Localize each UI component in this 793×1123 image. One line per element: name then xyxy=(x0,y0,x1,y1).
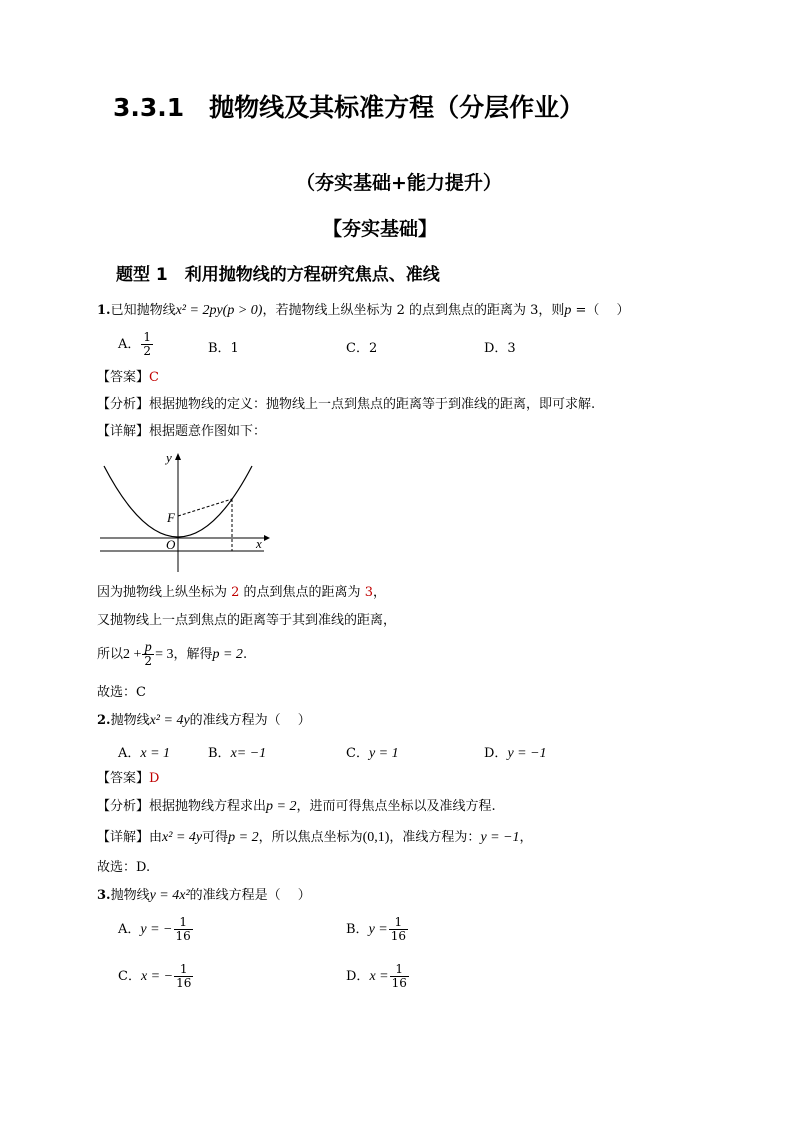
section-heading: 【夯实基础】 xyxy=(323,218,438,240)
option-c: C．x = − $\frac{1}{16}$ xyxy=(118,962,192,990)
solution-line-3: 所以2 + $\frac{p}{2}$ = 3，解得p = 2. xyxy=(97,640,248,668)
x-axis-label: x xyxy=(256,536,262,551)
origin-label: O xyxy=(166,537,176,552)
option-b: B．1 xyxy=(208,341,239,356)
fraction: $\frac{1}{2}$ xyxy=(143,330,152,358)
solution-line-1: 因为抛物线上纵坐标为 2 的点到焦点的距离为 3， xyxy=(97,585,386,600)
fraction: $\frac{p}{2}$ xyxy=(144,640,153,668)
fraction: $\frac{1}{16}$ xyxy=(175,915,191,943)
option-b: B．x= −1 xyxy=(208,746,267,761)
question-number: 2. xyxy=(97,713,111,728)
option-d: D．3 xyxy=(484,341,516,356)
topic-heading: 题型 1 利用抛物线的方程研究焦点、准线 xyxy=(116,265,440,285)
question-1-stem: 1.已知抛物线x² = 2py(p > 0)，若抛物线上纵坐标为 2 的点到焦点的距离为 3，则p =（ ） xyxy=(97,303,630,318)
option-d: D．y = −1 xyxy=(484,746,547,761)
answer-line: 【答案】D xyxy=(97,771,160,786)
choose-line: 故选：C xyxy=(97,685,146,700)
analysis-line: 【分析】根据抛物线方程求出p = 2，进而可得焦点坐标以及准线方程. xyxy=(97,799,496,814)
question-3-stem: 3.抛物线y = 4x²的准线方程是（ ） xyxy=(97,888,311,903)
fraction: $\frac{1}{16}$ xyxy=(176,962,192,990)
choose-line: 故选：D. xyxy=(97,860,151,875)
detail-line: 【详解】根据题意作图如下： xyxy=(97,424,267,439)
page-title: 3.3.1 抛物线及其标准方程（分层作业） xyxy=(113,93,585,122)
answer-line: 【答案】C xyxy=(97,370,159,385)
option-d: D．x = $\frac{1}{16}$ xyxy=(346,962,407,990)
question-number: 3. xyxy=(97,888,111,903)
y-axis-label: y xyxy=(166,450,172,465)
focus-label: F xyxy=(167,510,175,525)
option-c: C．2 xyxy=(346,341,378,356)
option-c: C．y = 1 xyxy=(346,746,399,761)
fraction: $\frac{1}{16}$ xyxy=(390,915,407,943)
detail-line: 【详解】由x² = 4y可得p = 2，所以焦点坐标为(0,1)，准线方程为：y = −1， xyxy=(97,830,533,845)
solution-line-2: 又抛物线上一点到焦点的距离等于其到准线的距离， xyxy=(97,613,397,628)
parabola-figure xyxy=(96,450,276,575)
option-a: A．y = − $\frac{1}{16}$ xyxy=(118,915,191,943)
option-a: A． $\frac{1}{2}$ xyxy=(118,330,152,358)
page-subtitle: （夯实基础+能力提升） xyxy=(296,172,502,194)
option-b: B．y = $\frac{1}{16}$ xyxy=(346,915,407,943)
option-a: A．x = 1 xyxy=(118,746,171,761)
question-2-stem: 2.抛物线x² = 4y的准线方程为（ ） xyxy=(97,713,311,728)
question-number: 1. xyxy=(97,303,111,318)
fraction: $\frac{1}{16}$ xyxy=(391,962,407,990)
equation: x² = 2py(p > 0) xyxy=(175,303,263,318)
analysis-line: 【分析】根据抛物线的定义：抛物线上一点到焦点的距离等于到准线的距离，即可求解. xyxy=(97,397,596,412)
